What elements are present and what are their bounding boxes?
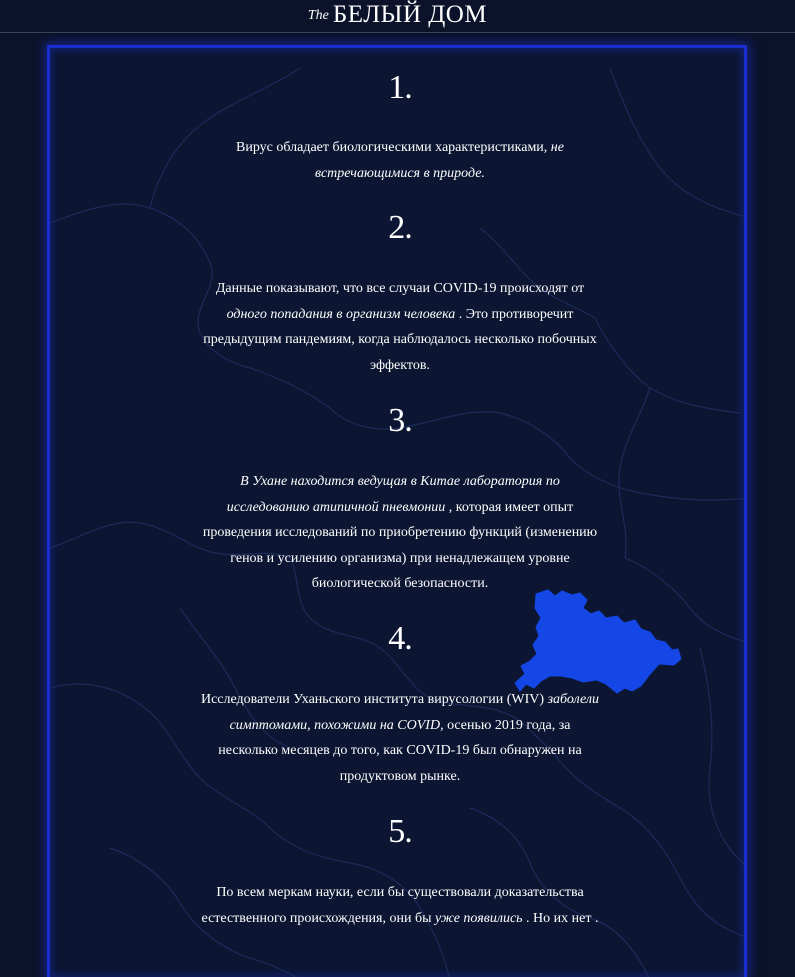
finding-text xyxy=(200,469,600,597)
finding-text-emphasis: уже появились xyxy=(435,910,523,926)
finding-text-emphasis: одного попадания в организм человека xyxy=(226,306,456,322)
finding-text-segment: . Это противоречит предыдущим пандемиям, когда наблюдалось несколько побочных эффектов. xyxy=(203,306,597,373)
finding-text-segment: , которая имеет опыт проведения исследований по приобретению функций (изменению генов и усилению организма) при ненадлежащем уровне биологической безопасности. xyxy=(202,499,598,591)
finding-text-emphasis: В Ухане находится ведущая в Китае лаборатория по исследованию атипичной пневмонии xyxy=(226,474,560,515)
finding-text xyxy=(200,687,600,789)
site-header xyxy=(0,0,795,33)
finding-number: 3. xyxy=(388,402,412,439)
finding-number: 1. xyxy=(388,69,412,106)
finding-item xyxy=(50,68,747,186)
site-logo[interactable] xyxy=(308,1,487,31)
finding-text xyxy=(200,135,600,186)
finding-text-segment: Исследователи Уханьского института вирусологии (WIV) xyxy=(200,692,548,707)
finding-item xyxy=(50,208,747,378)
finding-text-segment: Вирус обладает биологическими характеристиками, xyxy=(236,140,551,155)
finding-text-segment: Данные показывают, что все случаи COVID-19 происходят от xyxy=(215,281,585,296)
finding-item xyxy=(50,812,747,931)
findings-panel xyxy=(47,45,747,977)
finding-item xyxy=(50,619,747,789)
finding-text xyxy=(200,276,600,378)
finding-text-segment: . Но их нет . xyxy=(522,910,599,926)
finding-text-segment: По всем меркам науки, если бы существовали доказательства естественного происхождения, они бы xyxy=(201,885,584,926)
finding-text-emphasis: не встречающимися в природе. xyxy=(315,140,564,181)
finding-text xyxy=(200,880,600,931)
finding-number: 4. xyxy=(388,620,412,657)
finding-text-segment: осенью 2019 года, за несколько месяцев до того, как COVID-19 был обнаружен на продуктовом рынке. xyxy=(218,717,582,784)
logo-prefix: The xyxy=(307,8,329,23)
finding-number: 5. xyxy=(388,813,412,850)
finding-item xyxy=(50,401,747,597)
logo-title: БЕЛЫЙ ДОМ xyxy=(332,1,488,28)
finding-text-emphasis: заболели симптомами, похожими на COVID, xyxy=(229,692,599,733)
finding-number: 2. xyxy=(388,209,412,246)
